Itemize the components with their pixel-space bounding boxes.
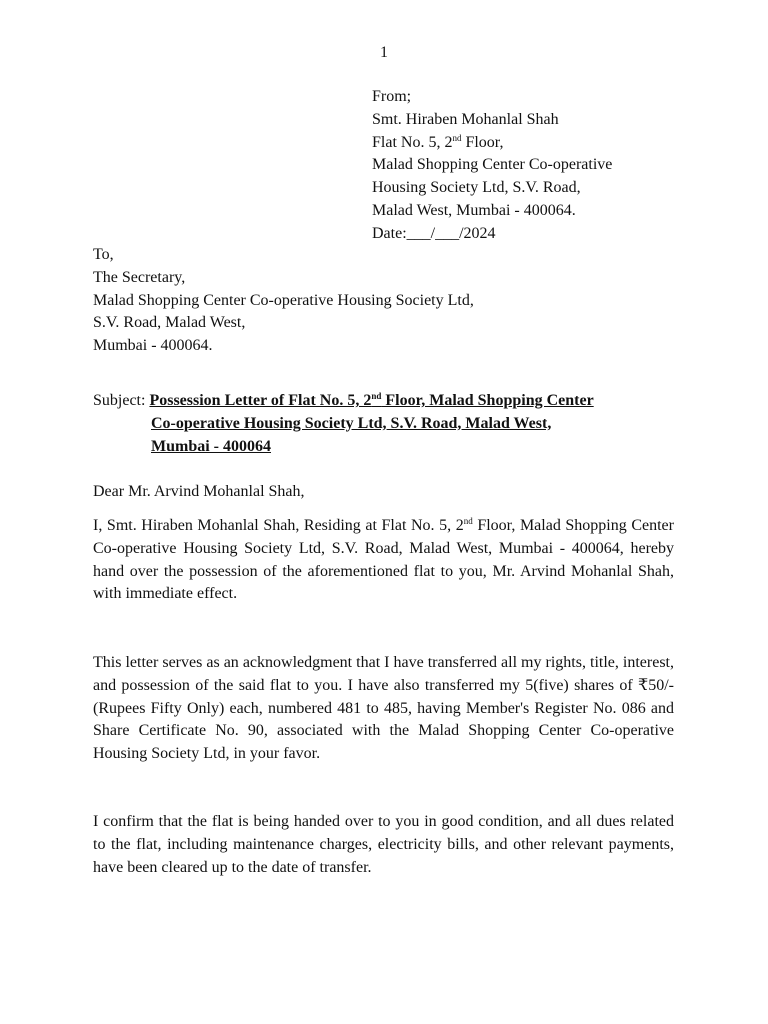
subject-text-1 (149, 392, 593, 409)
paragraph-1-suffix: Floor, Malad Shopping Center Co-operative Housing Society Ltd, S.V. Road, Malad West, Mumbai - 400064, hereby hand over the possession of the aforementioned flat to you, Mr. Arvind Mohanlal Shah, with immediate effect. (93, 517, 674, 603)
page-number: 1 (380, 44, 388, 61)
sender-address-line-2: Housing Society Ltd, S.V. Road, (372, 179, 581, 197)
sender-flat-line (372, 132, 712, 155)
recipient-title: The Secretary, (93, 268, 186, 286)
sender-flat-suffix: Floor, (461, 133, 504, 151)
recipient-city: Mumbai - 400064. (93, 337, 213, 355)
subject-block (93, 390, 693, 458)
body-paragraph-2: This letter serves as an acknowledgment that I have transferred all my rights, title, interest, and possession of the said flat to you. I have also transferred my 5(five) shares of ₹50/- (Rupees Fifty Only) each, numbered 481 to 485, having Member's Register No. 086 and Share Certificate No. 90, associated with the Malad Shopping Center Co-operative Housing Society Ltd, in your favor. (93, 654, 674, 763)
subject-line-2 (93, 413, 693, 436)
recipient-road: S.V. Road, Malad West, (93, 314, 246, 332)
body-paragraph-3: I confirm that the flat is being handed over to you in good condition, and all dues related to the flat, including maintenance charges, electricity bills, and other relevant payments, have been cleared up to the date of transfer. (93, 813, 674, 876)
body-paragraph-1 (93, 515, 674, 606)
subject-superscript: nd (371, 391, 382, 401)
paragraph-1-prefix: I, Smt. Hiraben Mohanlal Shah, Residing at Flat No. 5, 2 (93, 517, 464, 534)
from-heading: From; (372, 88, 412, 105)
sender-name: Smt. Hiraben Mohanlal Shah (372, 110, 559, 128)
letter-date: Date:___/___/2024 (372, 224, 496, 242)
subject-label: Subject: (93, 392, 150, 409)
sender-flat-superscript: nd (452, 132, 462, 143)
subject-line-1 (93, 390, 693, 413)
subject-text-1-suffix: Floor, Malad Shopping Center (381, 392, 594, 409)
subject-text-2: Co-operative Housing Society Ltd, S.V. Road, Malad West, (151, 414, 552, 432)
subject-text-3: Mumbai - 400064 (151, 437, 271, 455)
recipient-society: Malad Shopping Center Co-operative Housing Society Ltd, (93, 291, 474, 309)
subject-line-3 (93, 436, 693, 459)
recipient-address-block (93, 244, 693, 358)
to-heading: To, (93, 246, 114, 263)
sender-address-line-1: Malad Shopping Center Co-operative (372, 156, 613, 174)
sender-flat-prefix: Flat No. 5, 2 (372, 133, 453, 151)
sender-address-line-3: Malad West, Mumbai - 400064. (372, 201, 576, 219)
salutation: Dear Mr. Arvind Mohanlal Shah, (93, 483, 305, 500)
sender-address-block (372, 86, 712, 246)
paragraph-1-superscript: nd (463, 516, 473, 526)
subject-text-1-prefix: Possession Letter of Flat No. 5, 2 (149, 392, 372, 409)
